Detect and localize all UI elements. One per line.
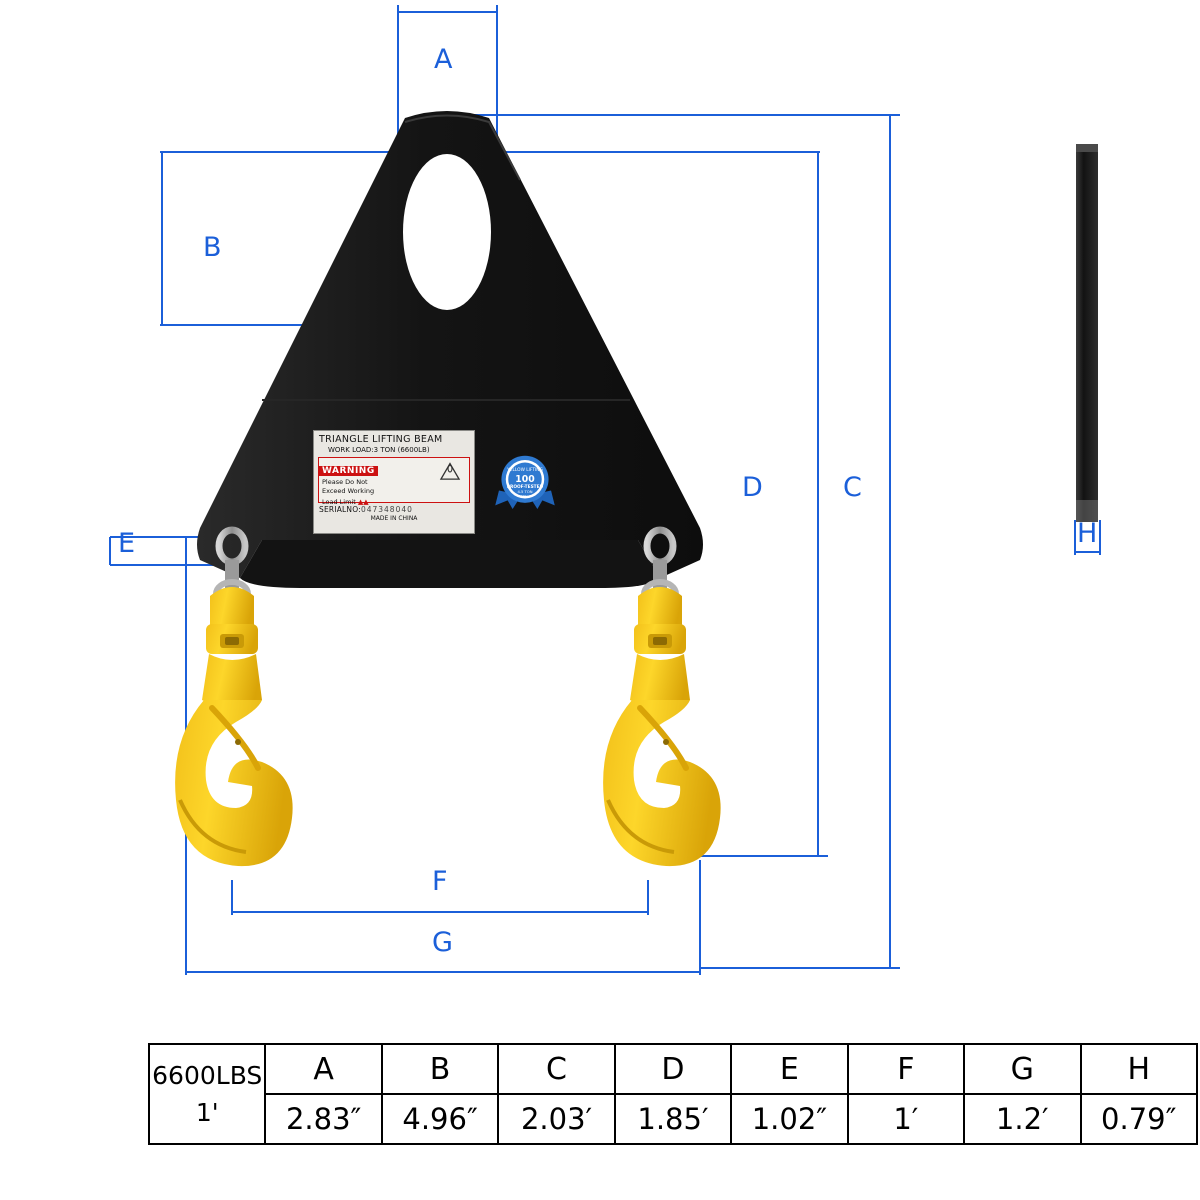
table-header-g: G [964, 1044, 1080, 1094]
table-header-e: E [731, 1044, 847, 1094]
table-value-c: 2.03′ [498, 1094, 614, 1144]
dimension-label-b: B [203, 232, 223, 263]
svg-text:9900 LB: 9900 LB [518, 494, 532, 499]
label-warning-line-1: Please Do Not [322, 478, 368, 486]
table-header-b: B [382, 1044, 498, 1094]
label-warning-line-2: Exceed Working [322, 487, 375, 496]
table-header-f: F [848, 1044, 964, 1094]
table-value-d: 1.85′ [615, 1094, 731, 1144]
table-value-f: 1′ [848, 1094, 964, 1144]
label-warning-word: WARNING [319, 466, 378, 476]
proof-tested-badge-icon [494, 452, 556, 514]
table-header-d: D [615, 1044, 731, 1094]
table-header-a: A [265, 1044, 381, 1094]
svg-text:4.5 TON: 4.5 TON [517, 489, 533, 494]
svg-text:YELLOW LIFTING: YELLOW LIFTING [507, 468, 543, 474]
label-warning-line-3: Load Limit ▲▲ [322, 497, 369, 506]
product-label-plate [313, 430, 475, 534]
svg-text:PROOF-TESTED: PROOF-TESTED [506, 484, 544, 490]
label-serial: SERIALNO:047348040 [319, 505, 413, 514]
dimension-label-e: E [118, 528, 136, 559]
spec-id-line2: 1' [195, 1098, 219, 1127]
label-subtitle: WORK LOAD:3 TON (6600LB) [328, 446, 430, 454]
label-serial-number: 047348040 [360, 505, 413, 514]
label-title: TRIANGLE LIFTING BEAM [319, 434, 443, 445]
label-warning-box [318, 457, 470, 506]
dimension-label-f: F [432, 866, 449, 897]
table-row-headers [149, 1044, 1197, 1094]
dimension-label-d: D [742, 472, 764, 503]
side-view [1076, 144, 1098, 522]
table-cell-id [149, 1044, 265, 1144]
spec-table [148, 1043, 1198, 1145]
dimension-label-a: A [434, 44, 453, 75]
dimension-label-c: C [843, 472, 863, 503]
table-header-c: C [498, 1044, 614, 1094]
dimension-label-g: G [432, 927, 454, 958]
table-value-e: 1.02″ [731, 1094, 847, 1144]
svg-text:100: 100 [515, 473, 535, 485]
warning-triangle-icon: ▲▲ [357, 497, 369, 506]
dimension-label-h: H [1077, 518, 1098, 549]
beam-pictogram-icon [437, 461, 463, 483]
table-header-h: H [1081, 1044, 1198, 1094]
spec-id-line1: 6600LBS [152, 1060, 263, 1090]
table-value-a: 2.83″ [265, 1094, 381, 1144]
table-row-values [149, 1094, 1197, 1144]
table-value-b: 4.96″ [382, 1094, 498, 1144]
label-made-in: MADE IN CHINA [370, 515, 418, 522]
table-value-h: 0.79″ [1081, 1094, 1198, 1144]
table-value-g: 1.2′ [964, 1094, 1080, 1144]
